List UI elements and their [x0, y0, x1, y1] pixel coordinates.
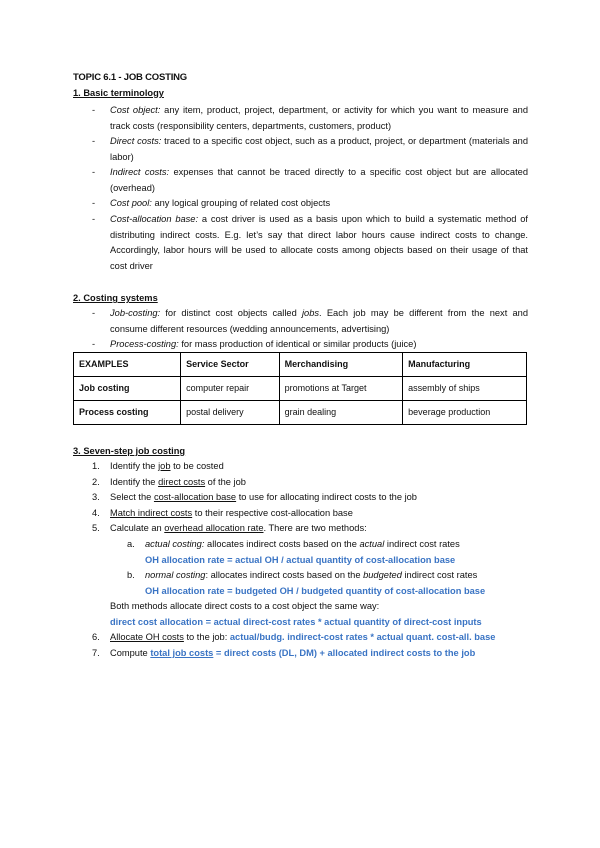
term: Job-costing: — [110, 308, 161, 318]
table-header-cell: Manufacturing — [403, 353, 527, 377]
list-item: - Indirect costs: expenses that cannot be traced directly to a specific cost object but are allocated (overhead) — [92, 167, 528, 193]
step-item: 3. Select the cost-allocation base to use for allocating indirect costs to the job — [92, 492, 417, 502]
step-item: 1. Identify the job to be costed — [92, 461, 224, 471]
table-cell: beverage production — [403, 401, 527, 425]
table-cell: assembly of ships — [403, 377, 527, 401]
term: Cost pool: — [110, 198, 152, 208]
list-item: - Cost pool: any logical grouping of related cost objects — [92, 198, 331, 208]
list-item: - Direct costs: traced to a specific cost object, such as a product, project, or department (materials and labor) — [92, 136, 528, 162]
table-cell: Job costing — [74, 377, 181, 401]
formula-actual-costing: OH allocation rate = actual OH / actual quantity of cost-allocation base — [145, 555, 456, 565]
term: Cost-allocation base: — [110, 214, 199, 224]
list-item: - Cost-allocation base: a cost driver is used as a basis upon which to build a systematic method of distributing indirect costs. E.g. let’s say that direct labor hours cause indirect costs to change. Accordingly, labor hours will be used to allocate costs among objects based on their usage of that cost driver — [92, 214, 528, 271]
table-row — [74, 401, 527, 425]
table-header-row — [74, 353, 527, 377]
examples-table — [73, 352, 527, 425]
step-item: 4. Match indirect costs to their respective cost-allocation base — [92, 508, 353, 518]
section-heading-costing-systems: 2. Costing systems — [73, 293, 158, 303]
method-item: b. normal costing: allocates indirect costs based on the budgeted indirect cost rates — [127, 570, 478, 580]
table-header-cell: EXAMPLES — [74, 353, 181, 377]
step-item: 5. Calculate an overhead allocation rate. There are two methods: — [92, 523, 367, 533]
step-item: 6. Allocate OH costs to the job: actual/budg. indirect-cost rates * actual quant. cost-all. base — [92, 632, 496, 642]
definition: traced to a specific cost object, such as a product, project, or department (materials and labor) — [110, 136, 528, 162]
formula-direct-cost: direct cost allocation = actual direct-cost rates * actual quantity of direct-cost inputs — [110, 617, 482, 627]
table-row — [74, 377, 527, 401]
table-cell: postal delivery — [181, 401, 279, 425]
table-header-cell: Service Sector — [181, 353, 279, 377]
list-item: - Cost object: any item, product, project, department, or activity for which you want to measure and track costs (responsibility centers, departments, customers, product) — [92, 105, 528, 131]
step-item: 2. Identify the direct costs of the job — [92, 477, 246, 487]
table-cell: Process costing — [74, 401, 181, 425]
term: Indirect costs: — [110, 167, 170, 177]
page-title: TOPIC 6.1 - JOB COSTING — [73, 72, 187, 83]
step-item: 7. Compute total job costs = direct costs (DL, DM) + allocated indirect costs to the job — [92, 648, 476, 658]
definition: a cost driver is used as a basis upon which to build a systematic method of distributing indirect costs. E.g. let’s say that direct labor hours cause indirect costs to change. Accordingly, labor hours will be used to allocate costs among objects based on their usage of that cost driver — [110, 214, 528, 271]
list-item: - Process-costing: for mass production of identical or similar products (juice) — [92, 339, 417, 349]
section-heading-seven-step: 3. Seven-step job costing — [73, 446, 186, 456]
formula-normal-costing: OH allocation rate = budgeted OH / budgeted quantity of cost-allocation base — [145, 586, 486, 596]
both-methods-text: Both methods allocate direct costs to a cost object the same way: — [110, 601, 380, 611]
table-cell: promotions at Target — [279, 377, 403, 401]
term: Process-costing: — [110, 339, 179, 349]
table-header-cell: Merchandising — [279, 353, 403, 377]
method-item: a. actual costing: allocates indirect costs based on the actual indirect cost rates — [127, 539, 460, 549]
table-cell: grain dealing — [279, 401, 403, 425]
definition: any logical grouping of related cost objects — [151, 198, 331, 208]
definition: expenses that cannot be traced directly to a specific cost object but are allocated (overhead) — [110, 167, 528, 193]
term: Direct costs: — [110, 136, 162, 146]
definition: any item, product, project, department, or activity for which you want to measure and track costs (responsibility centers, departments, customers, product) — [110, 105, 528, 131]
term: Cost object: — [110, 105, 161, 115]
table-cell: computer repair — [181, 377, 279, 401]
list-item: - Job-costing: for distinct cost objects called jobs. Each job may be different from the next and consume different resources (wedding announcements, advertising) — [92, 308, 528, 334]
section-heading-basic-terminology: 1. Basic terminology — [73, 88, 164, 98]
